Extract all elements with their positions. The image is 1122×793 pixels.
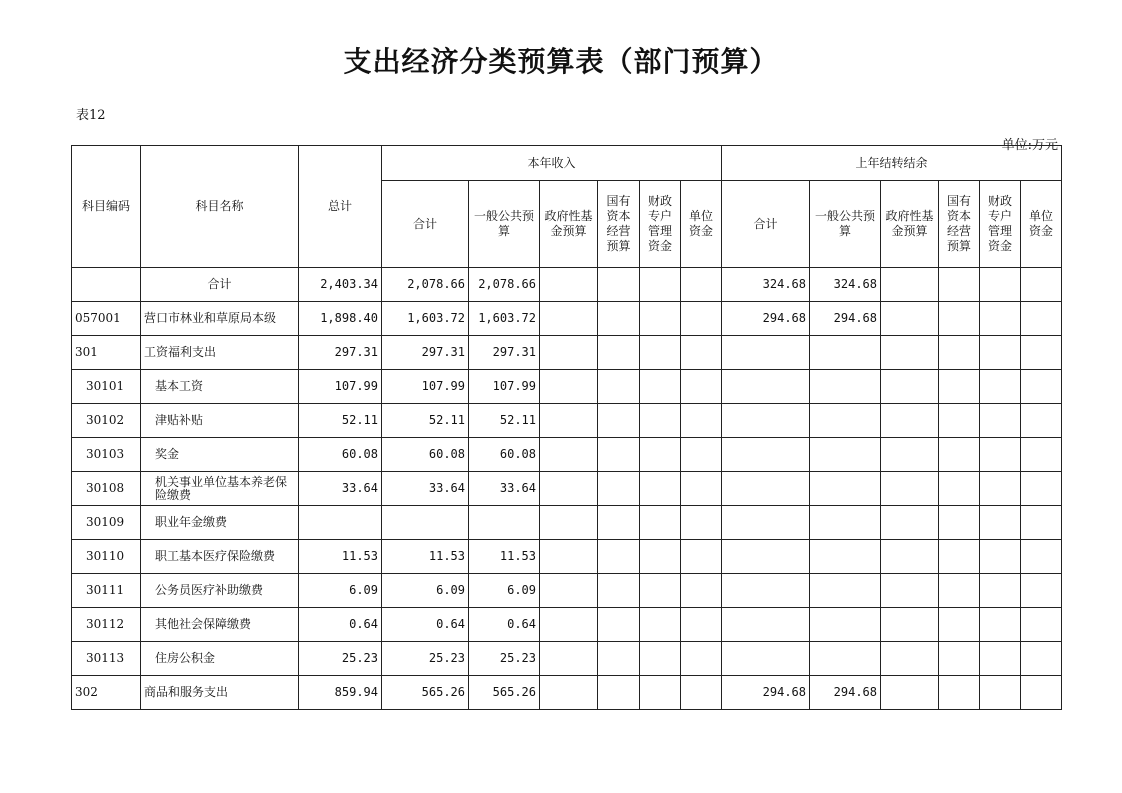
cell-p3 (881, 302, 939, 336)
cell-c2: 25.23 (469, 642, 540, 676)
cell-p2 (810, 506, 881, 540)
cell-c6 (681, 540, 722, 574)
header-sub: 政府性基金预算 (540, 181, 598, 268)
row-code: 30102 (72, 404, 141, 438)
cell-p1 (722, 404, 810, 438)
cell-p5 (980, 370, 1021, 404)
cell-p5 (980, 574, 1021, 608)
cell-p6 (1021, 438, 1062, 472)
cell-c5 (640, 336, 681, 370)
cell-p5 (980, 540, 1021, 574)
cell-p4 (939, 438, 980, 472)
cell-c4 (598, 370, 640, 404)
cell-c4 (598, 472, 640, 506)
row-code: 30103 (72, 438, 141, 472)
cell-p3 (881, 506, 939, 540)
row-name: 职工基本医疗保险缴费 (141, 540, 299, 574)
header-code: 科目编码 (72, 146, 141, 268)
cell-c2: 33.64 (469, 472, 540, 506)
cell-c3 (540, 268, 598, 302)
row-code: 057001 (72, 302, 141, 336)
row-name: 津贴补贴 (141, 404, 299, 438)
table-row (72, 676, 1062, 710)
cell-c1: 25.23 (382, 642, 469, 676)
table-row (72, 608, 1062, 642)
cell-p4 (939, 676, 980, 710)
unit-label: 单位:万元 (1001, 138, 1058, 153)
cell-c2: 52.11 (469, 404, 540, 438)
cell-c4 (598, 404, 640, 438)
cell-p1 (722, 642, 810, 676)
cell-p2 (810, 438, 881, 472)
cell-c5 (640, 404, 681, 438)
cell-total: 33.64 (299, 472, 382, 506)
cell-p4 (939, 540, 980, 574)
header-sub: 国有资本经营预算 (598, 181, 640, 268)
cell-c3 (540, 472, 598, 506)
cell-c1: 2,078.66 (382, 268, 469, 302)
cell-c4 (598, 268, 640, 302)
row-code: 301 (72, 336, 141, 370)
cell-p6 (1021, 574, 1062, 608)
cell-p5 (980, 404, 1021, 438)
cell-total: 859.94 (299, 676, 382, 710)
cell-c1: 0.64 (382, 608, 469, 642)
cell-p4 (939, 268, 980, 302)
cell-p2: 294.68 (810, 676, 881, 710)
row-name: 奖金 (141, 438, 299, 472)
cell-total: 1,898.40 (299, 302, 382, 336)
cell-p5 (980, 336, 1021, 370)
cell-c2: 2,078.66 (469, 268, 540, 302)
table-row (72, 642, 1062, 676)
header-sub: 财政专户管理资金 (980, 181, 1021, 268)
table-row (72, 472, 1062, 506)
table-row (72, 404, 1062, 438)
row-name: 住房公积金 (141, 642, 299, 676)
row-code: 30101 (72, 370, 141, 404)
cell-c4 (598, 574, 640, 608)
header-sub: 政府性基金预算 (881, 181, 939, 268)
cell-c5 (640, 676, 681, 710)
cell-p6 (1021, 370, 1062, 404)
cell-p4 (939, 336, 980, 370)
cell-c6 (681, 404, 722, 438)
cell-c4 (598, 608, 640, 642)
cell-c1: 565.26 (382, 676, 469, 710)
cell-c2: 565.26 (469, 676, 540, 710)
header-sub: 合计 (382, 181, 469, 268)
cell-p3 (881, 438, 939, 472)
cell-c3 (540, 540, 598, 574)
cell-p6 (1021, 472, 1062, 506)
row-name: 商品和服务支出 (141, 676, 299, 710)
header-sub: 国有资本经营预算 (939, 181, 980, 268)
cell-p2 (810, 336, 881, 370)
row-name: 合计 (141, 268, 299, 302)
cell-total: 60.08 (299, 438, 382, 472)
cell-c6 (681, 608, 722, 642)
cell-c1: 11.53 (382, 540, 469, 574)
cell-c5 (640, 370, 681, 404)
cell-c5 (640, 574, 681, 608)
header-row-1 (72, 146, 1062, 181)
row-code: 302 (72, 676, 141, 710)
cell-total: 25.23 (299, 642, 382, 676)
cell-p4 (939, 302, 980, 336)
cell-c3 (540, 370, 598, 404)
cell-c2: 6.09 (469, 574, 540, 608)
cell-c5 (640, 506, 681, 540)
budget-table (71, 145, 1062, 710)
cell-c3 (540, 642, 598, 676)
cell-p5 (980, 608, 1021, 642)
cell-p5 (980, 506, 1021, 540)
row-name: 公务员医疗补助缴费 (141, 574, 299, 608)
cell-p1: 294.68 (722, 302, 810, 336)
header-sub: 一般公共预算 (469, 181, 540, 268)
cell-p6 (1021, 540, 1062, 574)
cell-p1 (722, 336, 810, 370)
cell-c1: 60.08 (382, 438, 469, 472)
cell-p1 (722, 438, 810, 472)
cell-c6 (681, 472, 722, 506)
cell-p3 (881, 336, 939, 370)
cell-p2 (810, 540, 881, 574)
cell-c6 (681, 642, 722, 676)
row-name: 职业年金缴费 (141, 506, 299, 540)
cell-p4 (939, 608, 980, 642)
table-number: 表12 (76, 108, 106, 123)
cell-p6 (1021, 302, 1062, 336)
cell-p1 (722, 370, 810, 404)
cell-p4 (939, 574, 980, 608)
cell-c2 (469, 506, 540, 540)
cell-p5 (980, 642, 1021, 676)
cell-c4 (598, 540, 640, 574)
cell-p1 (722, 608, 810, 642)
cell-total: 0.64 (299, 608, 382, 642)
cell-p6 (1021, 676, 1062, 710)
cell-total: 11.53 (299, 540, 382, 574)
table-row (72, 540, 1062, 574)
header-carryover: 上年结转结余 (722, 146, 1062, 181)
row-name: 工资福利支出 (141, 336, 299, 370)
cell-p2 (810, 472, 881, 506)
cell-p3 (881, 574, 939, 608)
cell-p6 (1021, 336, 1062, 370)
header-total: 总计 (299, 146, 382, 268)
header-sub: 单位资金 (681, 181, 722, 268)
cell-total: 107.99 (299, 370, 382, 404)
cell-c1: 107.99 (382, 370, 469, 404)
cell-p1 (722, 540, 810, 574)
cell-p3 (881, 472, 939, 506)
table-row (72, 574, 1062, 608)
cell-c2: 107.99 (469, 370, 540, 404)
cell-p3 (881, 608, 939, 642)
header-current-income: 本年收入 (382, 146, 722, 181)
cell-c3 (540, 302, 598, 336)
cell-c5 (640, 608, 681, 642)
cell-p6 (1021, 506, 1062, 540)
cell-c1: 52.11 (382, 404, 469, 438)
cell-c4 (598, 642, 640, 676)
header-sub: 合计 (722, 181, 810, 268)
cell-p3 (881, 268, 939, 302)
cell-c5 (640, 540, 681, 574)
cell-p1 (722, 472, 810, 506)
cell-c3 (540, 438, 598, 472)
cell-c4 (598, 336, 640, 370)
cell-p3 (881, 540, 939, 574)
table-row (72, 302, 1062, 336)
cell-c4 (598, 302, 640, 336)
row-name: 其他社会保障缴费 (141, 608, 299, 642)
header-name: 科目名称 (141, 146, 299, 268)
cell-c1: 6.09 (382, 574, 469, 608)
cell-total: 2,403.34 (299, 268, 382, 302)
cell-p6 (1021, 268, 1062, 302)
cell-p4 (939, 370, 980, 404)
cell-c4 (598, 506, 640, 540)
cell-c2: 297.31 (469, 336, 540, 370)
cell-c1: 1,603.72 (382, 302, 469, 336)
cell-c6 (681, 336, 722, 370)
cell-p1: 294.68 (722, 676, 810, 710)
cell-p5 (980, 302, 1021, 336)
cell-c4 (598, 676, 640, 710)
row-name: 营口市林业和草原局本级 (141, 302, 299, 336)
page-title: 支出经济分类预算表（部门预算） (343, 45, 779, 78)
cell-c5 (640, 472, 681, 506)
row-code: 30110 (72, 540, 141, 574)
cell-c3 (540, 676, 598, 710)
row-name: 机关事业单位基本养老保险缴费 (141, 472, 299, 506)
cell-p2 (810, 574, 881, 608)
cell-p2: 324.68 (810, 268, 881, 302)
table-row (72, 268, 1062, 302)
cell-c1 (382, 506, 469, 540)
cell-p4 (939, 404, 980, 438)
cell-p2: 294.68 (810, 302, 881, 336)
cell-p6 (1021, 642, 1062, 676)
row-code: 30109 (72, 506, 141, 540)
cell-p3 (881, 404, 939, 438)
cell-total: 6.09 (299, 574, 382, 608)
cell-p2 (810, 608, 881, 642)
cell-c6 (681, 438, 722, 472)
row-name: 基本工资 (141, 370, 299, 404)
cell-c1: 297.31 (382, 336, 469, 370)
header-sub: 单位资金 (1021, 181, 1062, 268)
cell-p5 (980, 268, 1021, 302)
cell-p5 (980, 676, 1021, 710)
cell-p1: 324.68 (722, 268, 810, 302)
cell-p6 (1021, 608, 1062, 642)
cell-p1 (722, 574, 810, 608)
cell-total: 52.11 (299, 404, 382, 438)
row-code: 30111 (72, 574, 141, 608)
cell-c2: 1,603.72 (469, 302, 540, 336)
cell-p3 (881, 370, 939, 404)
cell-c3 (540, 404, 598, 438)
cell-c5 (640, 438, 681, 472)
row-code: 30108 (72, 472, 141, 506)
cell-total (299, 506, 382, 540)
cell-p3 (881, 642, 939, 676)
cell-c5 (640, 642, 681, 676)
cell-c6 (681, 302, 722, 336)
cell-c5 (640, 268, 681, 302)
cell-c6 (681, 574, 722, 608)
cell-p2 (810, 370, 881, 404)
cell-p4 (939, 472, 980, 506)
table-row (72, 438, 1062, 472)
row-code: 30113 (72, 642, 141, 676)
cell-p2 (810, 642, 881, 676)
cell-c3 (540, 574, 598, 608)
row-code (72, 268, 141, 302)
cell-p3 (881, 676, 939, 710)
cell-c3 (540, 506, 598, 540)
table-row (72, 506, 1062, 540)
cell-c6 (681, 676, 722, 710)
cell-p4 (939, 642, 980, 676)
row-code: 30112 (72, 608, 141, 642)
cell-p2 (810, 404, 881, 438)
cell-p5 (980, 472, 1021, 506)
table-row (72, 370, 1062, 404)
cell-c6 (681, 268, 722, 302)
table-row (72, 336, 1062, 370)
cell-p5 (980, 438, 1021, 472)
cell-c2: 11.53 (469, 540, 540, 574)
header-sub: 财政专户管理资金 (640, 181, 681, 268)
cell-c5 (640, 302, 681, 336)
cell-total: 297.31 (299, 336, 382, 370)
header-sub: 一般公共预算 (810, 181, 881, 268)
cell-c4 (598, 438, 640, 472)
cell-c6 (681, 506, 722, 540)
cell-c2: 60.08 (469, 438, 540, 472)
cell-c1: 33.64 (382, 472, 469, 506)
cell-p1 (722, 506, 810, 540)
cell-c3 (540, 336, 598, 370)
cell-c6 (681, 370, 722, 404)
cell-p4 (939, 506, 980, 540)
cell-p6 (1021, 404, 1062, 438)
cell-c3 (540, 608, 598, 642)
cell-c2: 0.64 (469, 608, 540, 642)
